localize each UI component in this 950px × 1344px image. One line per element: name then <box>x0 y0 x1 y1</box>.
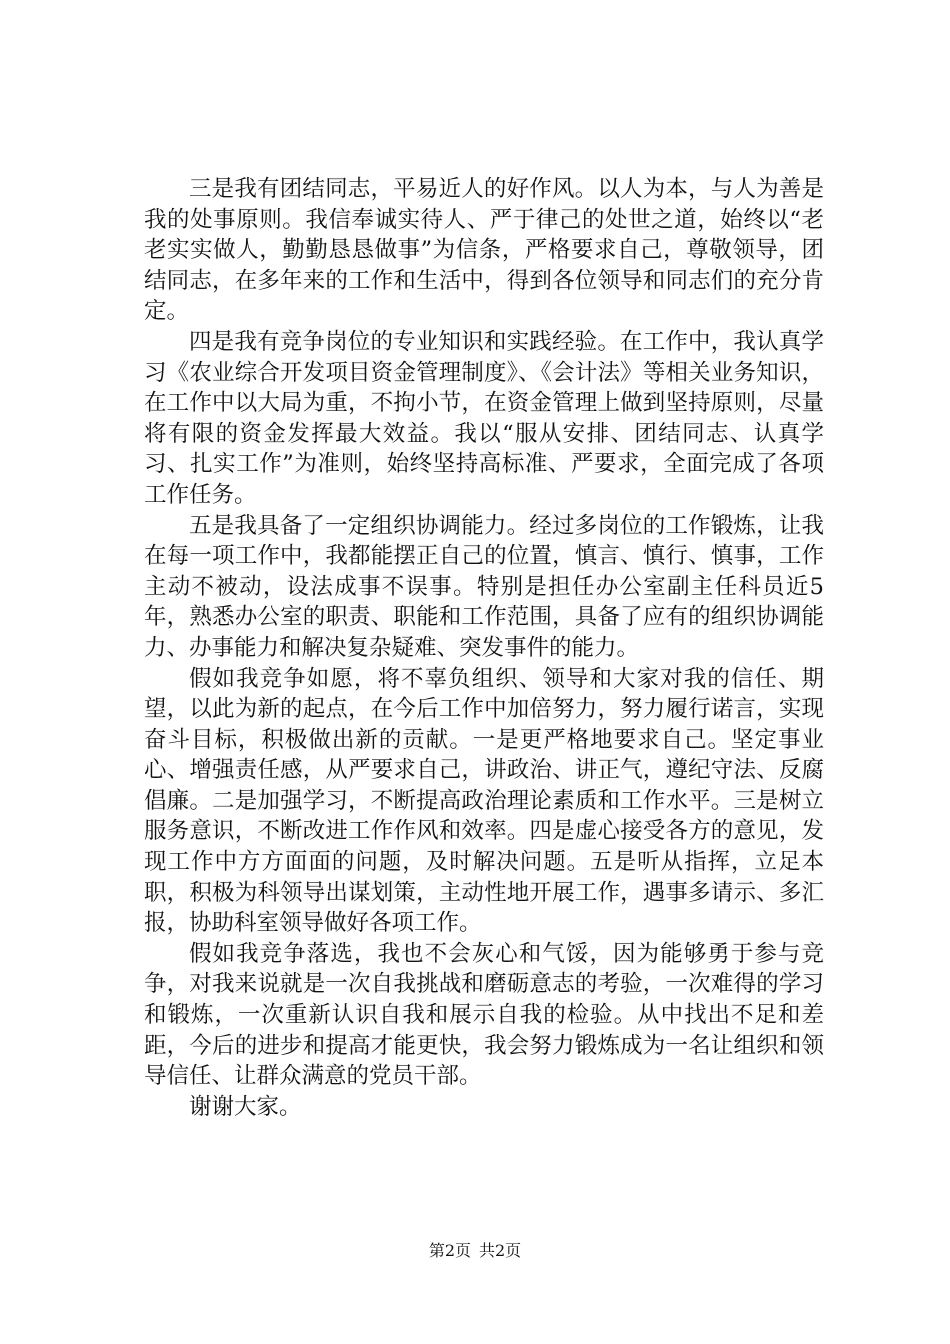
page-number-current: 第2页 <box>428 1241 471 1260</box>
paragraph-coordination: 五是我具备了一定组织协调能力。经过多岗位的工作锻炼，让我在每一项工作中，我都能摆正自己的位置，慎言、慎行、慎事，工作主动不被动，设法成事不误事。特别是担任办公室副主任科员近5年，熟悉办公室的职责、职能和工作范围，具备了应有的组织协调能力、办事能力和解决复杂疑难、突发事件的能力。 <box>144 512 824 661</box>
paragraph-if-fail: 假如我竞争落选，我也不会灰心和气馁，因为能够勇于参与竞争，对我来说就是一次自我挑战和磨砺意志的考验，一次难得的学习和锻炼，一次重新认识自我和展示自我的检验。从中找出不足和差距，今后的进步和提高才能更快，我会努力锻炼成为一名让组织和领导信任、让群众满意的党员干部。 <box>144 940 824 1090</box>
page-number-total: 共2页 <box>479 1241 522 1260</box>
document-body <box>144 174 824 1122</box>
paragraph-expertise: 四是我有竞争岗位的专业知识和实践经验。在工作中，我认真学习《农业综合开发项目资金管理制度》、《会计法》等相关业务知识，在工作中以大局为重，不拘小节，在资金管理上做到坚持原则，尽量将有限的资金发挥最大效益。我以“服从安排、团结同志、认真学习、扎实工作”为准则，始终坚持高标准、严要求，全面完成了各项工作任务。 <box>144 328 824 508</box>
paragraph-thanks: 谢谢大家。 <box>189 1093 302 1120</box>
paragraph-unity: 三是我有团结同志，平易近人的好作风。以人为本，与人为善是我的处事原则。我信奉诚实待人、严于律己的处世之道，始终以“老老实实做人，勤勤恳恳做事”为信条，严格要求自己，尊敬领导，团结同志，在多年来的工作和生活中，得到各位领导和同志们的充分肯定。 <box>144 176 824 325</box>
page-footer <box>0 1241 950 1261</box>
paragraph-if-success: 假如我竞争如愿，将不辜负组织、领导和大家对我的信任、期望，以此为新的起点，在今后工作中加倍努力，努力履行诺言，实现奋斗目标，积极做出新的贡献。一是更严格地要求自己。坚定事业心、增强责任感，从严要求自己，讲政治、讲正气，遵纪守法、反腐倡廉。二是加强学习，不断提高政治理论素质和工作水平。三是树立服务意识，不断改进工作作风和效率。四是虚心接受各方的意见，发现工作中方方面面的问题，及时解决问题。五是听从指挥，立足本职，积极为科领导出谋划策，主动性地开展工作，遇事多请示、多汇报，协助科室领导做好各项工作。 <box>144 665 824 937</box>
